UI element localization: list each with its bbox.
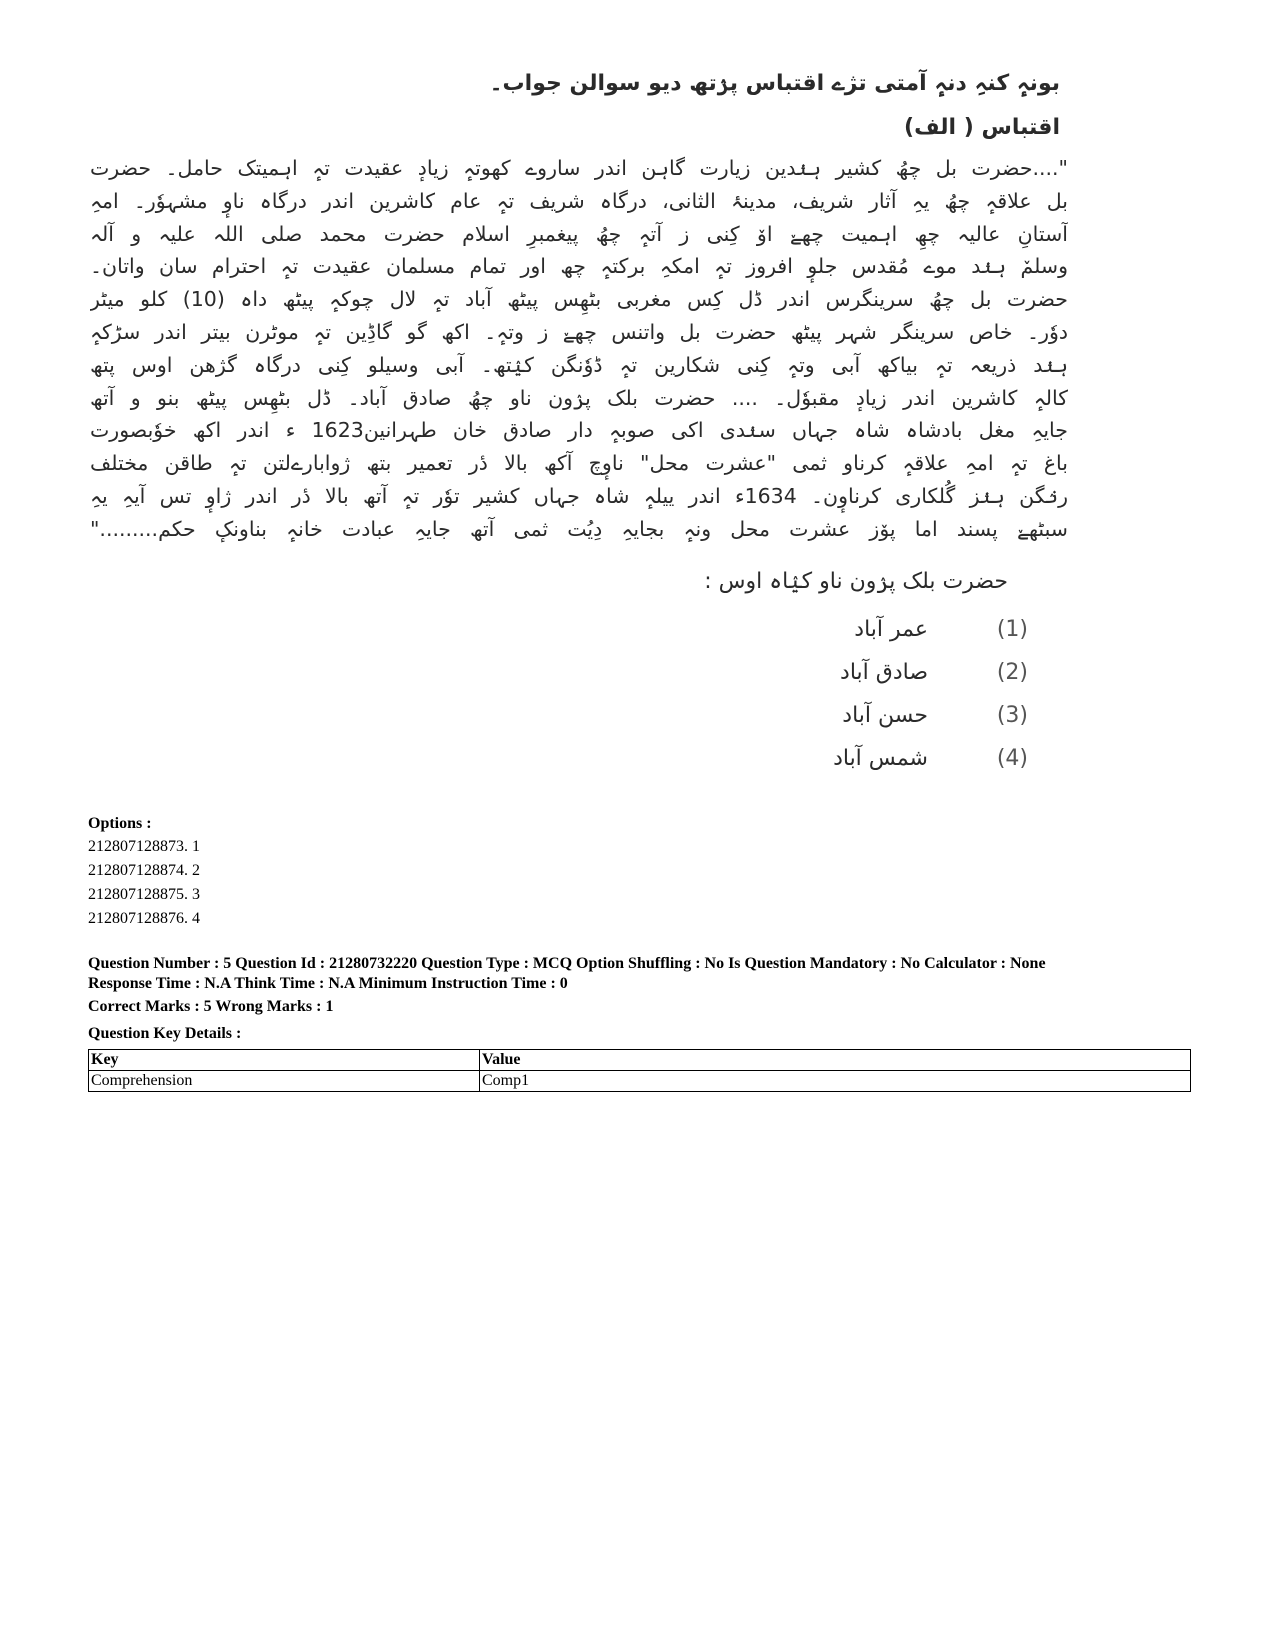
passage-line: وسلمٚ ہنٛد موے مُقدس جلوٕ افروز تہٕ امکہِ برکتہٕ چھ اور تمام مسلمان عقیدت تہٕ احترام سان واتان۔	[90, 254, 1068, 279]
passage-line: حضرت بل چھُ سرینگرس اندر ڈل کِس مغربی بٹھِس پیٹھ آباد تہٕ لال چوکہٕ پیٹھ داہ (10) کلو میٹر	[90, 287, 1068, 312]
question-info	[88, 954, 1198, 994]
passage-line: کالہٕ کاشرین اندر زیادٕ مقبوٗل۔ .... حضرت بلک پرٛون ناو چھُ صادق آباد۔ ڈل بٹھِس پیٹھ بنو و آتھ	[90, 385, 1068, 410]
choice-item	[90, 694, 1068, 737]
choice-text: صادق آباد	[840, 659, 928, 685]
choice-number: (2)	[996, 659, 1028, 685]
choice-number: (4)	[996, 745, 1028, 771]
passage-line: باغ تہٕ امہِ علاقہٕ کرناو ثمی "عشرت محل" ناوٕچ آکھ بالا دٔر تعمیر بتھ ژوابارےلتن تہٕ طاقن مختلف	[90, 451, 1068, 476]
passage-line: "....حضرت بل چھُ کشیر ہنٛدین زیارت گاہن اندر ساروے کھوتہٕ زیادٕ عقیدت تہٕ اہمیتک حامل۔ حضرت	[90, 156, 1068, 180]
choice-text: عمر آباد	[854, 616, 928, 642]
options-heading: Options :	[88, 815, 152, 832]
passage-line: آستانِ عالیہ چھِ اہمیت چھےٚ اوٚ کِنی ز آتہٕ چھُ پیغمبرِ اسلام حضرت محمد صلی اللہ علیہ و آلہ	[90, 221, 1068, 246]
table-header-row	[89, 1050, 1191, 1071]
passage-image	[90, 58, 1068, 780]
choice-list	[90, 608, 1068, 780]
question-text: حضرت بلک پرٛون ناو کیٛاہ اوس :	[704, 568, 1008, 594]
table-row	[89, 1071, 1191, 1092]
question-info-line: Question Number : 5 Question Id : 21280732220 Question Type : MCQ Option Shuffling : No Is Question Mandatory : No Calculator : None	[88, 955, 1046, 972]
option-id-line: 212807128875. 3	[88, 886, 200, 903]
passage-body	[90, 152, 1068, 546]
choice-number: (1)	[996, 616, 1028, 642]
passage-title: اقتباس ( الف)	[904, 115, 1060, 140]
question-metadata	[88, 813, 1198, 1092]
choice-item	[90, 651, 1068, 694]
choice-text: حسن آباد	[842, 702, 928, 728]
option-id-line: 212807128876. 4	[88, 910, 200, 927]
key-details-heading: Question Key Details :	[88, 1025, 242, 1042]
passage-line: جایہِ مغل بادشاہ شاہ جہاں سنٛدی اکی صوبہٕ دار صادق خان طہرانین1623 ء اندر اکھ خوٗبصورت	[90, 418, 1068, 443]
passage-line: ہنٛد ذریعہ تہٕ بیاکھ آبی وتہٕ کِنی شکارین تہٕ ڈوٗنگن کیٛتھ۔ آبی وسیلو کِنی درگاہ گژھن اوس پتھ	[90, 352, 1068, 377]
option-id-line: 212807128873. 1	[88, 838, 200, 855]
option-id-line: 212807128874. 2	[88, 862, 200, 879]
choice-item	[90, 608, 1068, 651]
key-details-table	[88, 1049, 1191, 1092]
choice-number: (3)	[996, 702, 1028, 728]
table-cell: Comprehension	[89, 1071, 480, 1092]
table-header-cell: Key	[89, 1050, 480, 1071]
table-cell: Comp1	[480, 1071, 1191, 1092]
question-info-line: Response Time : N.A Think Time : N.A Minimum Instruction Time : 0	[88, 975, 568, 992]
instruction-text: بونہٕ کنہِ دنہٕ آمتی تژے اقتباس پرٛتھ دیو سوالن جواب۔	[489, 71, 1060, 96]
passage-line: دوٗر۔ خاص سرینگر شہر پیٹھ حضرت بل واتنس چھےٚ ز وتہٕ۔ اکھ گو گاڈِین تہٕ موٹرن بیتر اندر سڑکہٕ	[90, 319, 1068, 344]
table-header-cell: Value	[480, 1050, 1191, 1071]
passage-line: بل علاقہٕ چھُ یہِ آثار شریف، مدینۂ الثانی، درگاہ شریف تہٕ عام کاشرین اندر درگاہ ناوٕ مشہوٗر۔ امہِ	[90, 188, 1068, 213]
choice-text: شمس آباد	[833, 745, 928, 771]
passage-line: رنٛگن ہنٛز گُلکاری کرناوٕن۔ 1634ء اندر ییلہٕ شاہ جہاں کشیر توٗر تہٕ آتھ بالا دٔر اندر ژاوٕ تس آیہِ یہِ	[90, 483, 1068, 508]
marks-line: Correct Marks : 5 Wrong Marks : 1	[88, 998, 334, 1015]
passage-line: سبٹھےٚ پسند اما پوٚز عشرت محل ونہٕ بجایہِ دِیُت ثمی آتھ جایہِ عبادت خانہٕ بناونکٕ حکم........."	[90, 516, 1068, 541]
choice-item	[90, 737, 1068, 780]
